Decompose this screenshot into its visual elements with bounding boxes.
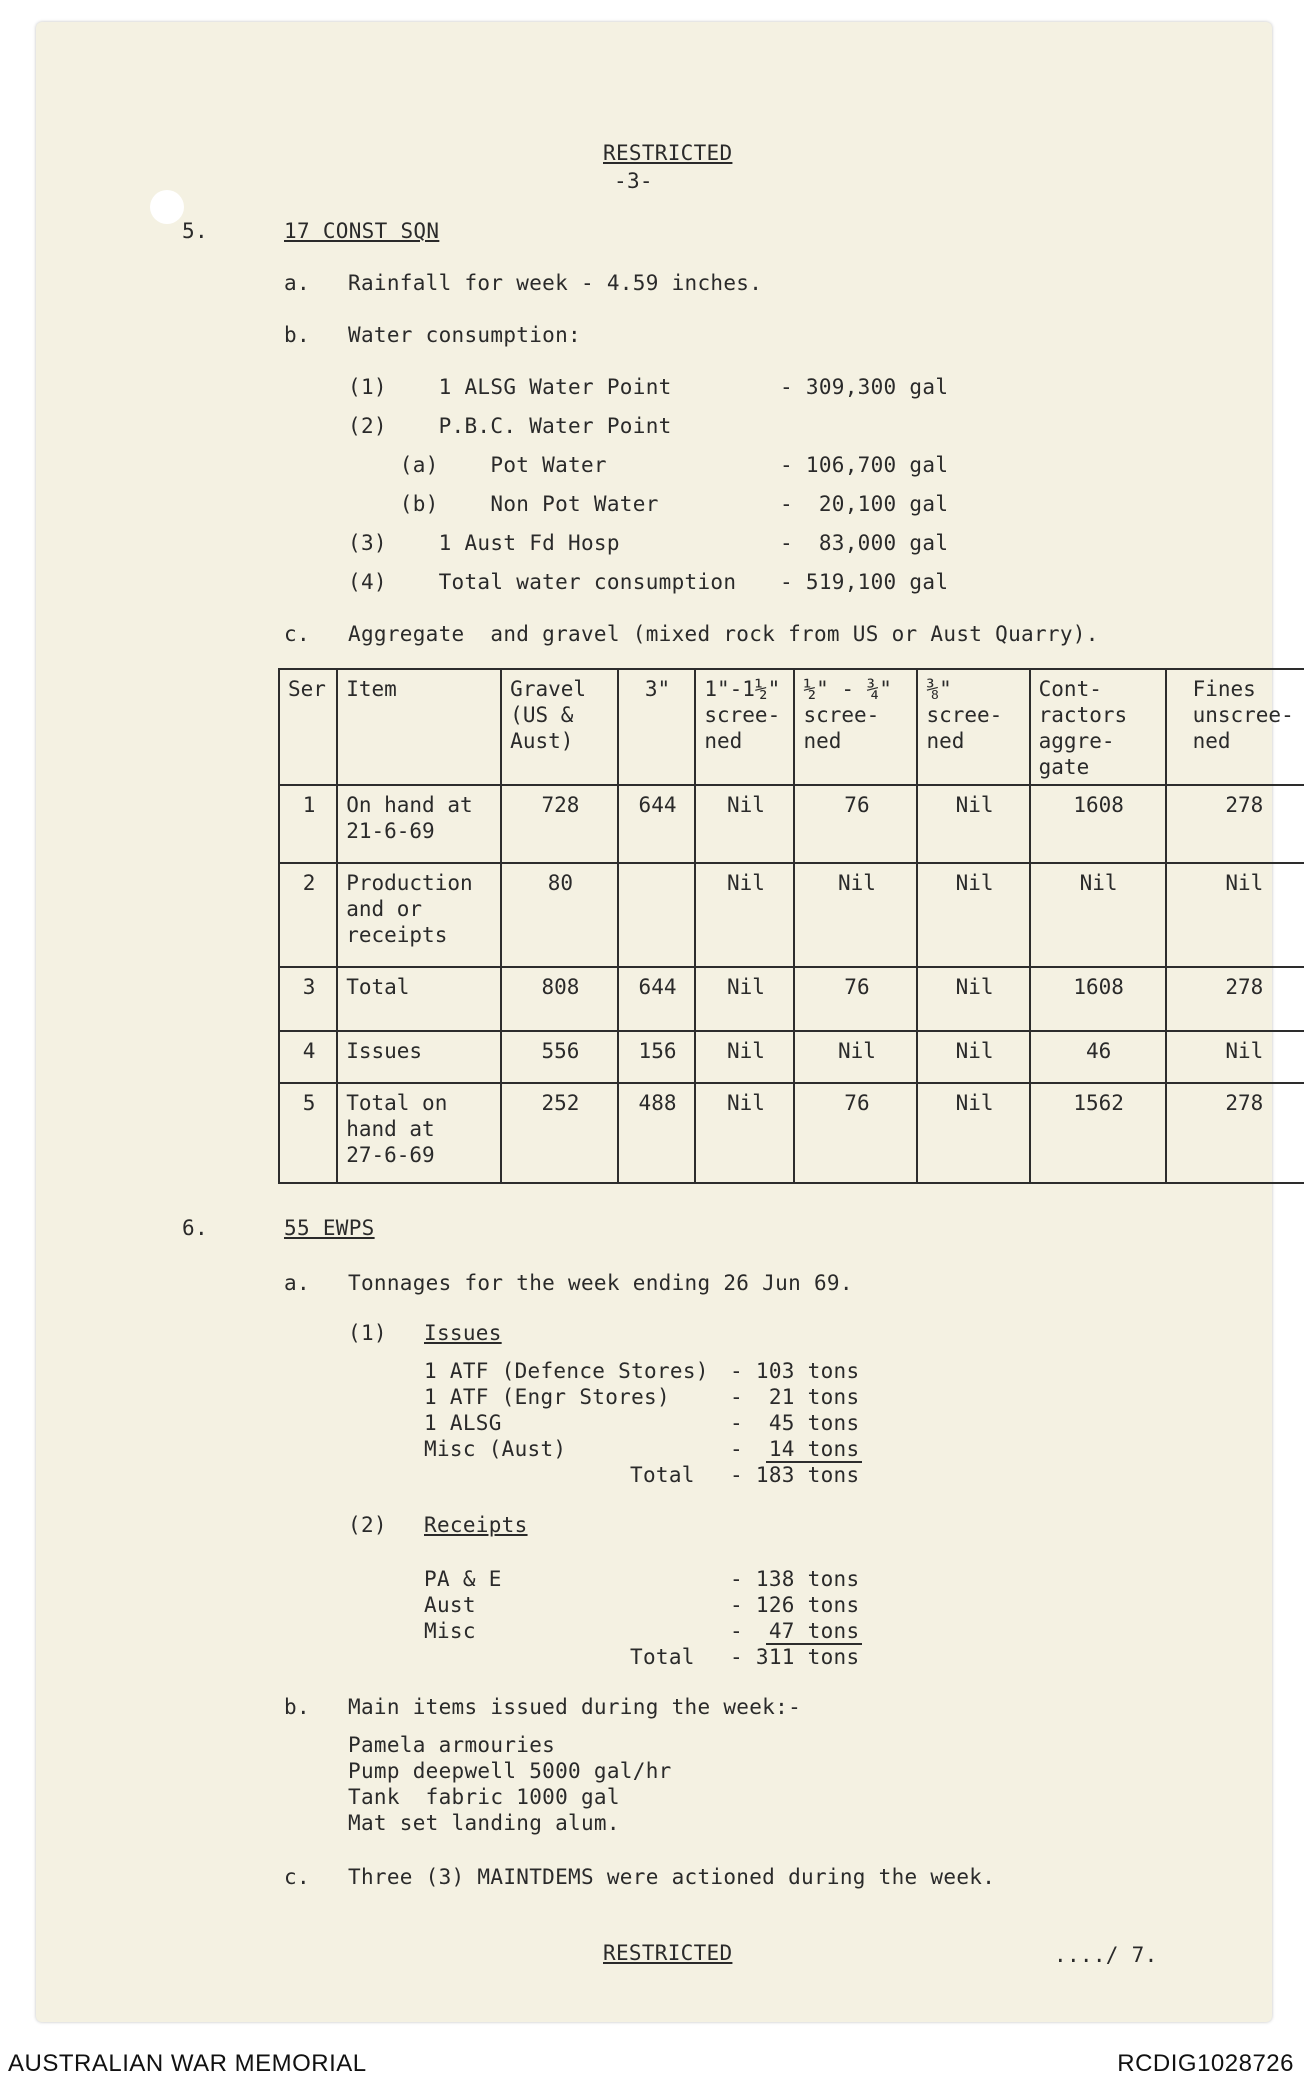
rainfall-text: Rainfall for week - 4.59 inches. [348,271,763,295]
cell: Nil [917,967,1029,1031]
header-classification: RESTRICTED [603,141,733,165]
cell: 156 [618,1031,696,1083]
cell: Nil [917,1031,1029,1083]
issued-item: Tank fabric 1000 gal [348,1785,620,1809]
receipt-label: Aust [424,1593,476,1617]
section5-number: 5. [182,219,208,243]
cell: Total [337,967,501,1031]
header-cell: ½" - ¾" scree- ned [794,669,917,785]
receipt-value: - 126 tons [730,1593,860,1617]
cell: Nil [695,785,794,863]
receipts-total-label: Total [630,1645,695,1669]
cell: 5 [279,1083,337,1183]
issue-value: - 14 tons [730,1437,860,1461]
header-cell: Item [337,669,501,785]
cell: 2 [279,863,337,967]
cell: 728 [501,785,618,863]
cell: Nil [917,863,1029,967]
table-row [279,1031,1304,1083]
punch-hole [150,190,184,224]
para-6c-letter: c. [284,1865,310,1889]
cell: Nil [794,1031,917,1083]
cell: Nil [1166,1031,1304,1083]
issue-label: Misc (Aust) [424,1437,567,1461]
continuation-marker: ..../ 7. [1054,1943,1158,1967]
issue-label: 1 ATF (Engr Stores) [424,1385,670,1409]
water-item-label: (2) P.B.C. Water Point [348,414,672,438]
header-cell: ⅜" scree- ned [917,669,1029,785]
receipt-label: PA & E [424,1567,502,1591]
water-item-label: (a) Pot Water [348,453,607,477]
table-row [279,863,1304,967]
para-5c-letter: c. [284,622,310,646]
table-row [279,1083,1304,1183]
archive-label: AUSTRALIAN WAR MEMORIAL [8,2050,367,2077]
cell: 1608 [1030,785,1166,863]
cell: Nil [794,863,917,967]
issue-label: 1 ALSG [424,1411,502,1435]
cell: 644 [618,967,696,1031]
table-header-row [279,669,1304,785]
cell: 808 [501,967,618,1031]
water-item-value: - 106,700 gal [780,453,949,477]
cell: 76 [794,1083,917,1183]
receipt-value: - 47 tons [730,1619,860,1643]
cell [618,863,696,967]
cell: 80 [501,863,618,967]
water-item-value: - 20,100 gal [780,492,949,516]
water-item-value: - 309,300 gal [780,375,949,399]
issues-title: Issues [424,1321,502,1345]
cell: Nil [695,1083,794,1183]
cell: Nil [695,863,794,967]
cell: Nil [1030,863,1166,967]
water-item-label: (b) Non Pot Water [348,492,659,516]
header-cell: 3" [618,669,696,785]
cell: 488 [618,1083,696,1183]
cell: 278 [1166,785,1304,863]
header-cell: Cont- ractors aggre- gate [1030,669,1166,785]
tonnages-heading: Tonnages for the week ending 26 Jun 69. [348,1271,853,1295]
cell: 278 [1166,967,1304,1031]
header-cell: Ser [279,669,337,785]
receipt-label: Misc [424,1619,476,1643]
cell: Nil [917,785,1029,863]
water-item-label: (3) 1 Aust Fd Hosp [348,531,620,555]
issue-label: 1 ATF (Defence Stores) [424,1359,709,1383]
cell: On hand at 21-6-69 [337,785,501,863]
issue-value: - 103 tons [730,1359,860,1383]
cell: Nil [1166,863,1304,967]
section5-title: 17 CONST SQN [284,219,440,243]
cell: 76 [794,785,917,863]
para-5b-letter: b. [284,323,310,347]
section6-title: 55 EWPS [284,1216,375,1240]
issues-total-value: - 183 tons [730,1463,860,1487]
maintdems-text: Three (3) MAINTDEMS were actioned during the week. [348,1865,996,1889]
issued-item: Pamela armouries [348,1733,556,1757]
cell: 46 [1030,1031,1166,1083]
issue-value: - 45 tons [730,1411,860,1435]
header-cell: Gravel (US & Aust) [501,669,618,785]
water-item-label: (4) Total water consumption [348,570,737,594]
issued-item: Pump deepwell 5000 gal/hr [348,1759,672,1783]
cell: Nil [917,1083,1029,1183]
cell: 1 [279,785,337,863]
cell: 1608 [1030,967,1166,1031]
cell: Nil [695,1031,794,1083]
cell: 278 [1166,1083,1304,1183]
cell: 4 [279,1031,337,1083]
water-consumption-heading: Water consumption: [348,323,581,347]
table-row [279,967,1304,1031]
cell: 1562 [1030,1083,1166,1183]
receipts-title: Receipts [424,1513,528,1537]
receipts-number: (2) [348,1513,387,1537]
cell: 644 [618,785,696,863]
issues-number: (1) [348,1321,387,1345]
receipts-total-value: - 311 tons [730,1645,860,1669]
cell: Nil [695,967,794,1031]
header-cell: Fines unscree- ned [1166,669,1304,785]
cell: 556 [501,1031,618,1083]
para-6a-letter: a. [284,1271,310,1295]
issue-value: - 21 tons [730,1385,860,1409]
page-number: -3- [614,169,653,193]
issued-item: Mat set landing alum. [348,1811,620,1835]
table-row [279,785,1304,863]
section6-number: 6. [182,1216,208,1240]
cell: Production and or receipts [337,863,501,967]
water-item-label: (1) 1 ALSG Water Point [348,375,672,399]
aggregate-heading: Aggregate and gravel (mixed rock from US or Aust Quarry). [348,622,1099,646]
cell: 76 [794,967,917,1031]
water-item-value: - 519,100 gal [780,570,949,594]
aggregate-table [278,668,1304,1184]
cell: Issues [337,1031,501,1083]
footer-classification: RESTRICTED [603,1941,733,1965]
water-item-value: - 83,000 gal [780,531,949,555]
cell: 3 [279,967,337,1031]
receipt-value: - 138 tons [730,1567,860,1591]
issues-total-label: Total [630,1463,695,1487]
para-6b-letter: b. [284,1695,310,1719]
cell: 252 [501,1083,618,1183]
archive-id: RCDIG1028726 [1117,2050,1294,2077]
main-items-heading: Main items issued during the week:- [348,1695,802,1719]
cell: Total on hand at 27-6-69 [337,1083,501,1183]
header-cell: 1"-1½" scree- ned [695,669,794,785]
para-5a-letter: a. [284,271,310,295]
